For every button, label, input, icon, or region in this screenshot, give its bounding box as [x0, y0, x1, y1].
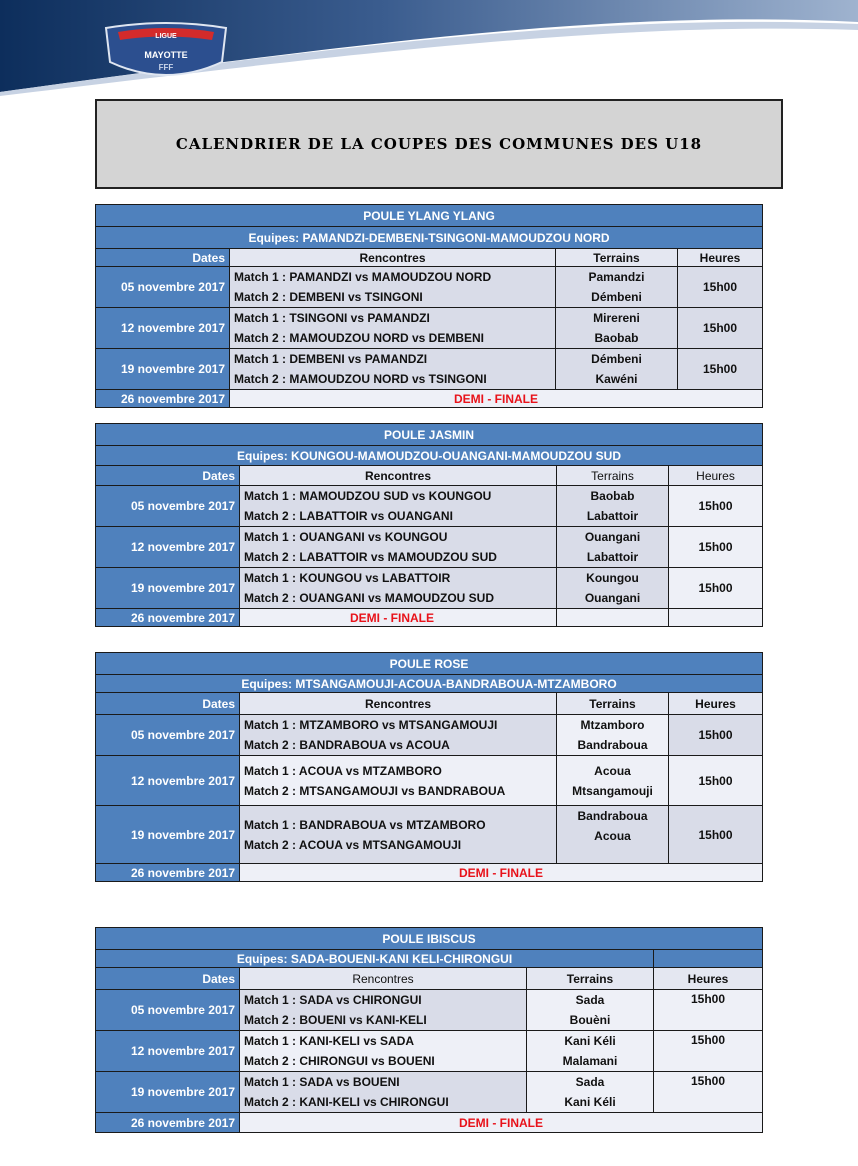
- terrain-2: Kani Kéli: [564, 1095, 616, 1109]
- table-row: [96, 715, 763, 756]
- terrain-1: Kani Kéli: [564, 1034, 616, 1048]
- final-label: DEMI - FINALE: [240, 1113, 763, 1133]
- match-2: Match 2 : DEMBENI vs TSINGONI: [234, 290, 423, 304]
- col-rencontres: Rencontres: [230, 249, 556, 267]
- terrain-1: Pamandzi: [588, 270, 645, 284]
- col-terrains: Terrains: [557, 466, 669, 486]
- terrain-2: Mtsangamouji: [572, 783, 653, 798]
- match-2: Match 2 : MTSANGAMOUJI vs BANDRABOUA: [244, 783, 506, 798]
- table-row: [96, 990, 763, 1031]
- table-row: [96, 1072, 763, 1113]
- match-2: Match 2 : BOUENI vs KANI-KELI: [244, 1013, 427, 1027]
- terrain-1: Koungou: [586, 571, 639, 585]
- table-row: [96, 756, 763, 806]
- final-date: 26 novembre 2017: [96, 1113, 240, 1133]
- terrain-1: Ouangani: [584, 530, 641, 544]
- terrain-2: Labattoir: [586, 550, 639, 564]
- final-row: [96, 864, 763, 882]
- match-1: Match 1 : DEMBENI vs PAMANDZI: [234, 352, 428, 366]
- logo-text-middle: MAYOTTE: [144, 50, 188, 60]
- round-date: 19 novembre 2017: [96, 806, 240, 864]
- pool-table-jasmin: [95, 423, 763, 627]
- terrain-1: Sada: [575, 1075, 605, 1089]
- match-time: 15h00: [669, 806, 763, 864]
- match-2: Match 2 : MAMOUDZOU NORD vs DEMBENI: [234, 331, 485, 345]
- col-dates: Dates: [96, 693, 240, 715]
- pool-table-rose: [95, 652, 763, 882]
- terrain-2: Kawéni: [595, 372, 638, 386]
- pool-name: POULE YLANG YLANG: [96, 205, 763, 227]
- match-time: 15h00: [678, 308, 763, 349]
- table-row: [96, 527, 763, 568]
- pool-table-ylang-ylang: [95, 204, 763, 408]
- document-title-box: [95, 99, 783, 189]
- final-date: 26 novembre 2017: [96, 390, 230, 408]
- table-row: [96, 806, 763, 864]
- table-row: [96, 568, 763, 609]
- final-label: DEMI - FINALE: [230, 390, 763, 408]
- document-title: CALENDRIER DE LA COUPES DES COMMUNES DES U18: [175, 135, 703, 153]
- logo-text-top: LIGUE: [155, 33, 177, 40]
- col-rencontres: Rencontres: [240, 968, 527, 990]
- table-row: [96, 349, 763, 390]
- col-dates: Dates: [96, 249, 230, 267]
- terrain-2: Acoua: [594, 829, 631, 843]
- pool-teams: Equipes: PAMANDZI-DEMBENI-TSINGONI-MAMOUDZOU NORD: [96, 227, 763, 249]
- match-1: Match 1 : PAMANDZI vs MAMOUDZOU NORD: [234, 270, 492, 284]
- col-rencontres: Rencontres: [240, 693, 557, 715]
- pool-name: POULE JASMIN: [96, 424, 763, 446]
- col-heures: Heures: [669, 693, 763, 715]
- match-1: Match 1 : KOUNGOU vs LABATTOIR: [244, 571, 451, 585]
- terrain-2: Ouangani: [584, 591, 641, 605]
- table-row: [96, 486, 763, 527]
- col-terrains: Terrains: [527, 968, 654, 990]
- match-2: Match 2 : BANDRABOUA vs ACOUA: [244, 738, 450, 752]
- logo-text-bottom: FFF: [158, 63, 174, 72]
- match-2: Match 2 : MAMOUDZOU NORD vs TSINGONI: [234, 372, 487, 386]
- match-1: Match 1 : TSINGONI vs PAMANDZI: [234, 311, 430, 325]
- terrain-2: Baobab: [594, 331, 639, 345]
- round-date: 12 novembre 2017: [96, 1031, 240, 1072]
- terrain-1: Mtzamboro: [580, 718, 645, 732]
- terrain-2: Malamani: [562, 1054, 618, 1068]
- match-2: Match 2 : LABATTOIR vs OUANGANI: [244, 509, 453, 523]
- round-date: 05 novembre 2017: [96, 267, 230, 308]
- match-2: Match 2 : OUANGANI vs MAMOUDZOU SUD: [244, 591, 495, 605]
- match-1: Match 1 : KANI-KELI vs SADA: [244, 1034, 415, 1048]
- pool-name: POULE IBISCUS: [96, 928, 763, 950]
- col-terrains: Terrains: [557, 693, 669, 715]
- col-heures: Heures: [678, 249, 763, 267]
- match-time: 15h00: [669, 715, 763, 756]
- pool-teams: Equipes: MTSANGAMOUJI-ACOUA-BANDRABOUA-MTZAMBORO: [96, 675, 763, 693]
- final-row: [96, 390, 763, 408]
- col-dates: Dates: [96, 466, 240, 486]
- round-date: 12 novembre 2017: [96, 308, 230, 349]
- final-row: [96, 609, 763, 627]
- terrain-2: Bandraboua: [577, 738, 648, 752]
- match-1: Match 1 : SADA vs CHIRONGUI: [244, 993, 422, 1007]
- ligue-mayotte-logo: [100, 22, 232, 82]
- terrain-1: Acoua: [594, 763, 631, 778]
- match-2: Match 2 : KANI-KELI vs CHIRONGUI: [244, 1095, 449, 1109]
- match-1: Match 1 : MAMOUDZOU SUD vs KOUNGOU: [244, 489, 492, 503]
- col-heures: Heures: [654, 968, 763, 990]
- round-date: 19 novembre 2017: [96, 568, 240, 609]
- match-time: 15h00: [678, 267, 763, 308]
- match-1: Match 1 : SADA vs BOUENI: [244, 1075, 400, 1089]
- match-time: 15h00: [654, 990, 763, 1031]
- terrain-1: Mirereni: [593, 311, 640, 325]
- table-row: [96, 308, 763, 349]
- match-time: 15h00: [669, 568, 763, 609]
- pool-table-ibiscus: [95, 927, 763, 1133]
- final-date: 26 novembre 2017: [96, 609, 240, 627]
- terrain-1: Sada: [575, 993, 605, 1007]
- col-heures: Heures: [669, 466, 763, 486]
- match-time: 15h00: [669, 486, 763, 527]
- pool-teams: Equipes: SADA-BOUENI-KANI KELI-CHIRONGUI: [96, 950, 654, 968]
- round-date: 12 novembre 2017: [96, 527, 240, 568]
- col-rencontres: Rencontres: [240, 466, 557, 486]
- pool-name: POULE ROSE: [96, 653, 763, 675]
- round-date: 05 novembre 2017: [96, 990, 240, 1031]
- terrain-2: Bouèni: [569, 1013, 611, 1027]
- match-2: Match 2 : CHIRONGUI vs BOUENI: [244, 1054, 435, 1068]
- terrain-2: Labattoir: [586, 509, 639, 523]
- terrain-1: Baobab: [590, 489, 635, 503]
- final-row: [96, 1113, 763, 1133]
- match-time: 15h00: [669, 527, 763, 568]
- round-date: 19 novembre 2017: [96, 349, 230, 390]
- match-1: Match 1 : MTZAMBORO vs MTSANGAMOUJI: [244, 718, 498, 732]
- round-date: 19 novembre 2017: [96, 1072, 240, 1113]
- match-2: Match 2 : LABATTOIR vs MAMOUDZOU SUD: [244, 550, 497, 564]
- final-date: 26 novembre 2017: [96, 864, 240, 882]
- round-date: 12 novembre 2017: [96, 756, 240, 806]
- match-time: 15h00: [654, 1072, 763, 1113]
- match-time: 15h00: [669, 756, 763, 806]
- terrain-1: Bandraboua: [577, 809, 648, 823]
- match-2: Match 2 : ACOUA vs MTSANGAMOUJI: [244, 837, 462, 852]
- match-1: Match 1 : OUANGANI vs KOUNGOU: [244, 530, 448, 544]
- final-label: DEMI - FINALE: [240, 609, 557, 627]
- match-time: 15h00: [678, 349, 763, 390]
- final-label: DEMI - FINALE: [240, 864, 763, 882]
- terrain-2: Démbeni: [591, 290, 642, 304]
- round-date: 05 novembre 2017: [96, 486, 240, 527]
- match-1: Match 1 : BANDRABOUA vs MTZAMBORO: [244, 817, 486, 832]
- match-1: Match 1 : ACOUA vs MTZAMBORO: [244, 763, 442, 778]
- col-dates: Dates: [96, 968, 240, 990]
- col-terrains: Terrains: [556, 249, 678, 267]
- table-row: [96, 267, 763, 308]
- table-row: [96, 1031, 763, 1072]
- match-time: 15h00: [654, 1031, 763, 1072]
- pool-teams: Equipes: KOUNGOU-MAMOUDZOU-OUANGANI-MAMOUDZOU SUD: [96, 446, 763, 466]
- round-date: 05 novembre 2017: [96, 715, 240, 756]
- terrain-1: Démbeni: [591, 352, 642, 366]
